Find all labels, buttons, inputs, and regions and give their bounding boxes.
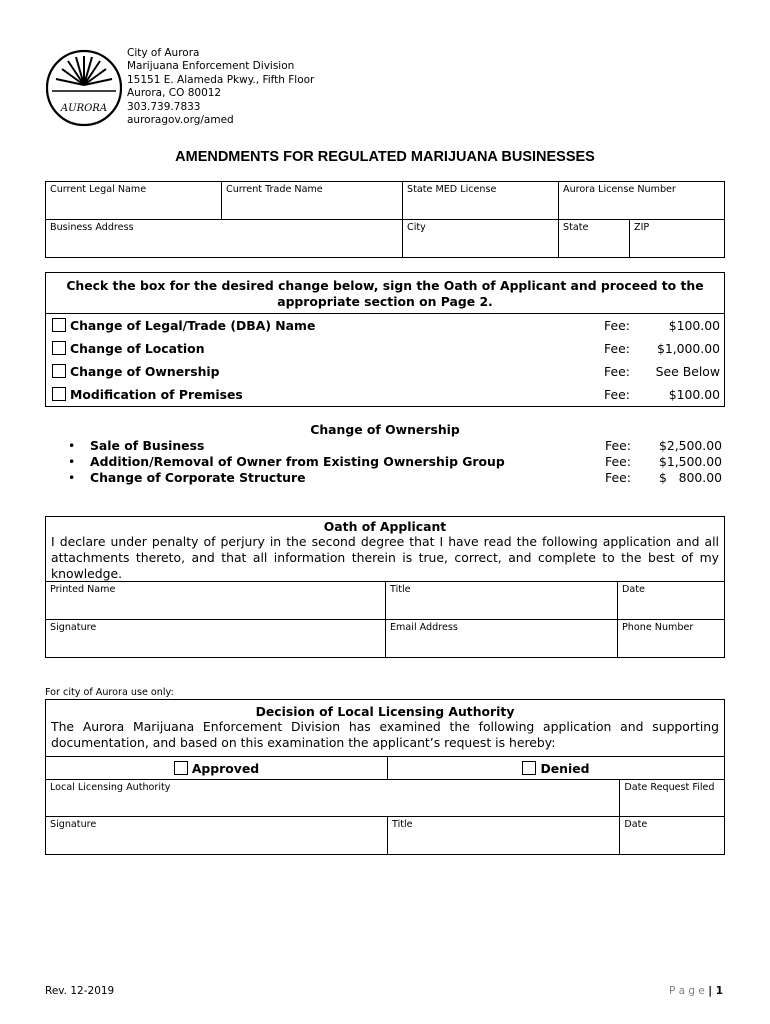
checkbox[interactable]	[52, 387, 66, 401]
svg-text:AURORA: AURORA	[60, 103, 108, 114]
decision-signature-field[interactable]: Signature	[46, 817, 388, 855]
city-state-zip: Aurora, CO 80012	[127, 87, 222, 100]
fee-label: Fee:	[604, 387, 630, 402]
aurora-logo	[46, 47, 122, 129]
fee-label: Fee:	[605, 470, 631, 485]
oath-fields-table	[45, 581, 725, 658]
page-title: AMENDMENTS FOR REGULATED MARIJUANA BUSINESSES	[175, 149, 595, 165]
checkbox[interactable]	[52, 341, 66, 355]
fee-label: Fee:	[605, 454, 631, 469]
change-option-location	[52, 341, 720, 361]
change-option-ownership	[52, 364, 720, 384]
phone-number: 303.739.7833	[127, 100, 201, 113]
decision-fields-table	[45, 756, 725, 855]
denied-option[interactable]	[388, 757, 725, 780]
oath-date-field[interactable]: Date	[618, 582, 725, 620]
local-licensing-authority-field[interactable]: Local Licensing Authority	[46, 780, 620, 817]
ownership-label: Change of Corporate Structure	[90, 470, 306, 485]
fee-label: Fee:	[604, 318, 630, 333]
ownership-item-addition-removal	[54, 454, 722, 470]
fee-label: Fee:	[604, 341, 630, 356]
current-trade-name-field[interactable]: Current Trade Name	[222, 182, 403, 220]
fee-amount: $100.00	[668, 387, 720, 402]
oath-text: I declare under penalty of perjury in the second degree that I have read the following application and all attachments thereto, and that all information therein is true, correct, and complete to the best of my knowledge.	[51, 534, 719, 581]
decision-heading: Decision of Local Licensing Authority	[255, 704, 515, 719]
oath-signature-field[interactable]: Signature	[46, 620, 386, 658]
fee-amount: $2,500.00	[658, 438, 722, 453]
oath-heading: Oath of Applicant	[323, 519, 447, 534]
fee-amount: $100.00	[668, 318, 720, 333]
checkbox[interactable]	[52, 364, 66, 378]
revision-label: Rev. 12-2019	[45, 985, 115, 997]
denied-label: Denied	[540, 760, 590, 776]
divider	[45, 313, 725, 314]
change-selection-box	[45, 272, 725, 407]
state-med-license-field[interactable]: State MED License	[403, 182, 559, 220]
page-label: P a g e	[668, 985, 705, 997]
fee-amount: See Below	[655, 364, 720, 379]
website-link[interactable]: auroragov.org/amed	[127, 114, 234, 127]
approved-checkbox[interactable]	[174, 761, 188, 775]
approved-option[interactable]	[46, 757, 388, 780]
email-address-field[interactable]: Email Address	[386, 620, 618, 658]
printed-name-field[interactable]: Printed Name	[46, 582, 386, 620]
oath-title-field[interactable]: Title	[386, 582, 618, 620]
business-info-table	[45, 181, 725, 258]
fee-label: Fee:	[605, 438, 631, 453]
decision-date-field[interactable]: Date	[620, 817, 725, 855]
aurora-license-number-field[interactable]: Aurora License Number	[559, 182, 725, 220]
page-number-value: 1	[715, 985, 723, 997]
bullet-icon: •	[68, 470, 76, 485]
ownership-item-corporate	[54, 470, 722, 486]
approved-label: Approved	[191, 760, 260, 776]
option-label: Change of Ownership	[70, 364, 220, 379]
decision-box	[45, 699, 725, 757]
bullet-icon: •	[68, 438, 76, 453]
ownership-heading: Change of Ownership	[310, 422, 460, 437]
bullet-icon: •	[68, 454, 76, 469]
city-field[interactable]: City	[403, 220, 559, 258]
ownership-label: Sale of Business	[90, 438, 205, 453]
oath-box	[45, 516, 725, 582]
org-name: City of Aurora	[127, 47, 200, 59]
page-number: P a g e | 1	[668, 985, 723, 997]
organization-address	[127, 47, 314, 127]
checkbox[interactable]	[52, 318, 66, 332]
business-address-field[interactable]: Business Address	[46, 220, 403, 258]
street-address: 15151 E. Alameda Pkwy., Fifth Floor	[127, 73, 315, 86]
date-request-filed-field[interactable]: Date Request Filed	[620, 780, 725, 817]
current-legal-name-field[interactable]: Current Legal Name	[46, 182, 222, 220]
fee-label: Fee:	[604, 364, 630, 379]
fee-amount: $1,000.00	[656, 341, 720, 356]
fee-amount: $ 800.00	[658, 470, 722, 485]
option-label: Modification of Premises	[70, 387, 243, 402]
denied-checkbox[interactable]	[522, 761, 536, 775]
fee-amount: $1,500.00	[658, 454, 722, 469]
decision-text: The Aurora Marijuana Enforcement Division has examined the following application and supporting documentation, and based on this examination the applicant’s request is hereby:	[51, 719, 719, 750]
change-option-premises	[52, 387, 720, 407]
change-option-name	[52, 318, 720, 338]
phone-number-field[interactable]: Phone Number	[618, 620, 725, 658]
decision-title-field[interactable]: Title	[388, 817, 620, 855]
state-field[interactable]: State	[559, 220, 630, 258]
division-name: Marijuana Enforcement Division	[127, 60, 295, 73]
ownership-item-sale	[54, 438, 722, 454]
option-label: Change of Location	[70, 341, 205, 356]
city-use-note: For city of Aurora use only:	[45, 687, 174, 698]
option-label: Change of Legal/Trade (DBA) Name	[70, 318, 316, 333]
change-instruction: Check the box for the desired change below, sign the Oath of Applicant and proceed to the appropriate section on Page 2.	[66, 278, 704, 309]
zip-field[interactable]: ZIP	[630, 220, 725, 258]
ownership-label: Addition/Removal of Owner from Existing Ownership Group	[90, 454, 505, 469]
